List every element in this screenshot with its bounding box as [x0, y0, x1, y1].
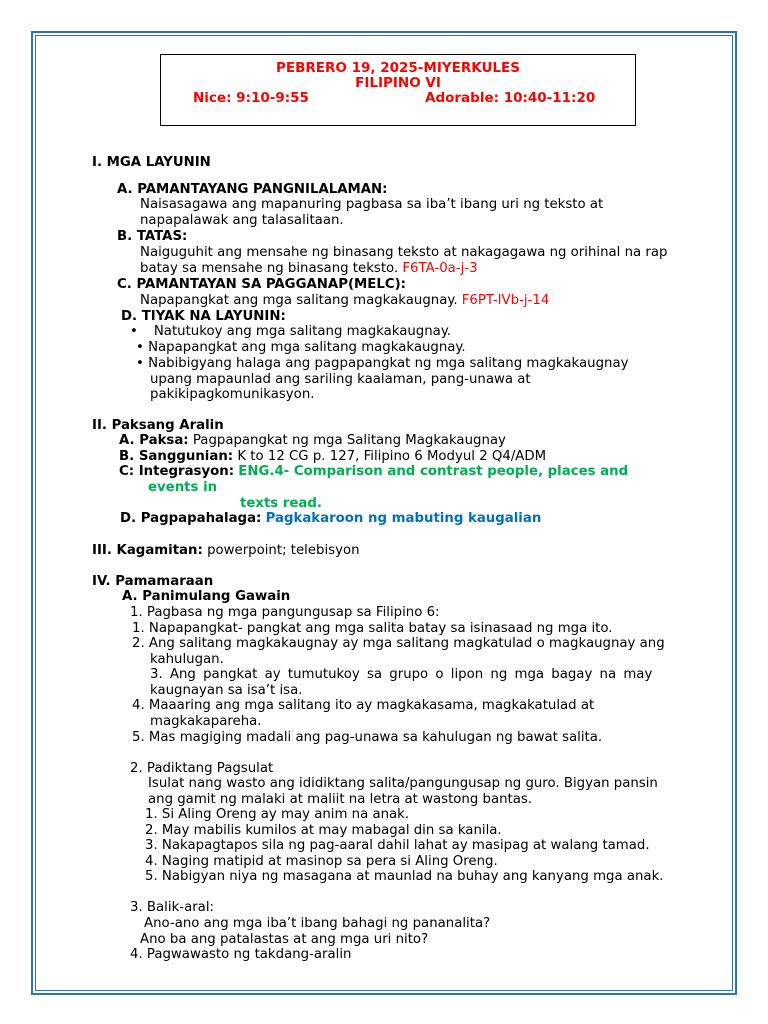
melc-code: F6PT-IVb-j-14	[461, 293, 550, 308]
homework-checking: 4. Pagwawasto ng takdang-aralin	[130, 947, 352, 962]
reading-item-1: 1. Napapangkat- pangkat ang mga salita batay sa isinasaad ng mga ito.	[132, 621, 613, 636]
objective-bullet-3: • Nabibigyang halaga ang pagpapangkat ng mga salitang magkakaugnay	[136, 356, 629, 371]
objective-bullet-3-cont-2: pakikipagkomunikasyon.	[150, 387, 315, 402]
reading-item-3-cont: kaugnayan sa isa’t isa.	[150, 683, 303, 698]
reading-item-2: 2. Ang salitang magkakaugnay ay mga salitang magkatulad o magkaugnay ang	[132, 636, 665, 651]
fluency-text-2: batay sa mensahe ng binasang teksto. F6TA-0a-j-3	[140, 261, 478, 276]
performance-standard-title: C. PAMANTAYAN SA PAGGANAP(MELC):	[117, 277, 406, 292]
content-standard-title: A. PAMANTAYANG PANGNILALAMAN:	[117, 182, 388, 197]
review-question-2: Ano ba ang patalastas at ang mga uri nito?	[140, 932, 429, 947]
dictation-item-1: 1. Si Aling Oreng ay may anim na anak.	[145, 807, 410, 822]
dictation-instructions-1: Isulat nang wasto ang ididiktang salita/pangungusap ng guro. Bigyan pansin	[148, 776, 658, 791]
reading-item-4: 4. Maaaring ang mga salitang ito ay magkakasama, magkakatulad at	[132, 698, 595, 713]
header-subject: FILIPINO VI	[355, 75, 441, 91]
dictation-item-4: 4. Naging matipid at masinop sa pera si Aling Oreng.	[145, 854, 498, 869]
integration-line-3: texts read.	[240, 496, 322, 511]
header-box	[160, 54, 636, 126]
performance-standard-text: Napapangkat ang mga salitang magkakaugnay. F6PT-IVb-j-14	[140, 293, 550, 308]
reference-line: B. Sanggunian: K to 12 CG p. 127, Filipino 6 Modyul 2 Q4/ADM	[119, 449, 547, 464]
specific-objectives-title: D. TIYAK NA LAYUNIN:	[121, 309, 286, 324]
dictation-item-5: 5. Nabigyan niya ng masagana at maunlad na buhay ang kanyang mga anak.	[145, 869, 664, 884]
reading-item-5: 5. Mas magiging madali ang pag-unawa sa kahulugan ng bawat salita.	[132, 730, 603, 745]
integration-line-2: events in	[148, 480, 218, 495]
reading-item-4-cont: magkakapareha.	[150, 714, 262, 729]
fluency-code: F6TA-0a-j-3	[402, 261, 478, 276]
integration-line-1: C: Integrasyon: ENG.4- Comparison and contrast people, places and	[119, 464, 629, 479]
header-section-a: Nice: 9:10-9:55	[193, 90, 309, 106]
objective-bullet-1: • Natutukoy ang mga salitang magkakaugnay.	[130, 324, 452, 339]
subject-title: II. Paksang Aralin	[92, 418, 224, 433]
reading-item-2-cont: kahulugan.	[150, 652, 224, 667]
bullet-icon: •	[136, 356, 149, 371]
reading-title: 1. Pagbasa ng mga pangungusap sa Filipino 6:	[130, 605, 440, 620]
preliminary-activities-title: A. Panimulang Gawain	[122, 589, 291, 604]
values-line: D. Pagpapahalaga: Pagkakaroon ng mabuting kaugalian	[120, 511, 542, 526]
review-title: 3. Balik-aral:	[130, 900, 215, 915]
objective-bullet-2: • Napapangkat ang mga salitang magkakaugnay.	[136, 340, 466, 355]
content-standard-text-2: napapalawak ang talasalitaan.	[140, 213, 344, 228]
dictation-item-2: 2. May mabilis kumilos at may mabagal din sa kanila.	[145, 823, 502, 838]
bullet-icon: •	[130, 324, 138, 339]
header-section-b: Adorable: 10:40-11:20	[425, 90, 596, 106]
reading-item-3: 3. Ang pangkat ay tumutukoy sa grupo o lipon ng mga bagay na may	[150, 667, 653, 682]
topic-line: A. Paksa: Pagpapangkat ng mga Salitang Magkakaugnay	[119, 433, 506, 448]
fluency-text-1: Naiguguhit ang mensahe ng binasang teksto at nakagagawa ng orihinal na rap	[140, 245, 668, 260]
review-question-1: Ano-ano ang mga iba’t ibang bahagi ng pananalita?	[144, 916, 491, 931]
dictation-instructions-2: ang gamit ng malaki at maliit na letra at wastong bantas.	[148, 792, 533, 807]
dictation-title: 2. Padiktang Pagsulat	[130, 761, 274, 776]
dictation-item-3: 3. Nakapagtapos sila ng pag-aaral dahil lahat ay masipag at walang tamad.	[145, 838, 650, 853]
procedure-title: IV. Pamamaraan	[92, 574, 214, 589]
content-standard-text-1: Naisasagawa ang mapanuring pagbasa sa iba’t ibang uri ng teksto at	[140, 197, 604, 212]
bullet-icon: •	[136, 340, 149, 355]
objective-bullet-3-cont-1: upang mapaunlad ang sariling kaalaman, pang-unawa at	[150, 372, 531, 387]
header-date: PEBRERO 19, 2025-MIYERKULES	[276, 60, 520, 76]
objectives-title: I. MGA LAYUNIN	[92, 155, 211, 170]
materials-line: III. Kagamitan: powerpoint; telebisyon	[92, 543, 360, 558]
fluency-title: B. TATAS:	[117, 229, 188, 244]
